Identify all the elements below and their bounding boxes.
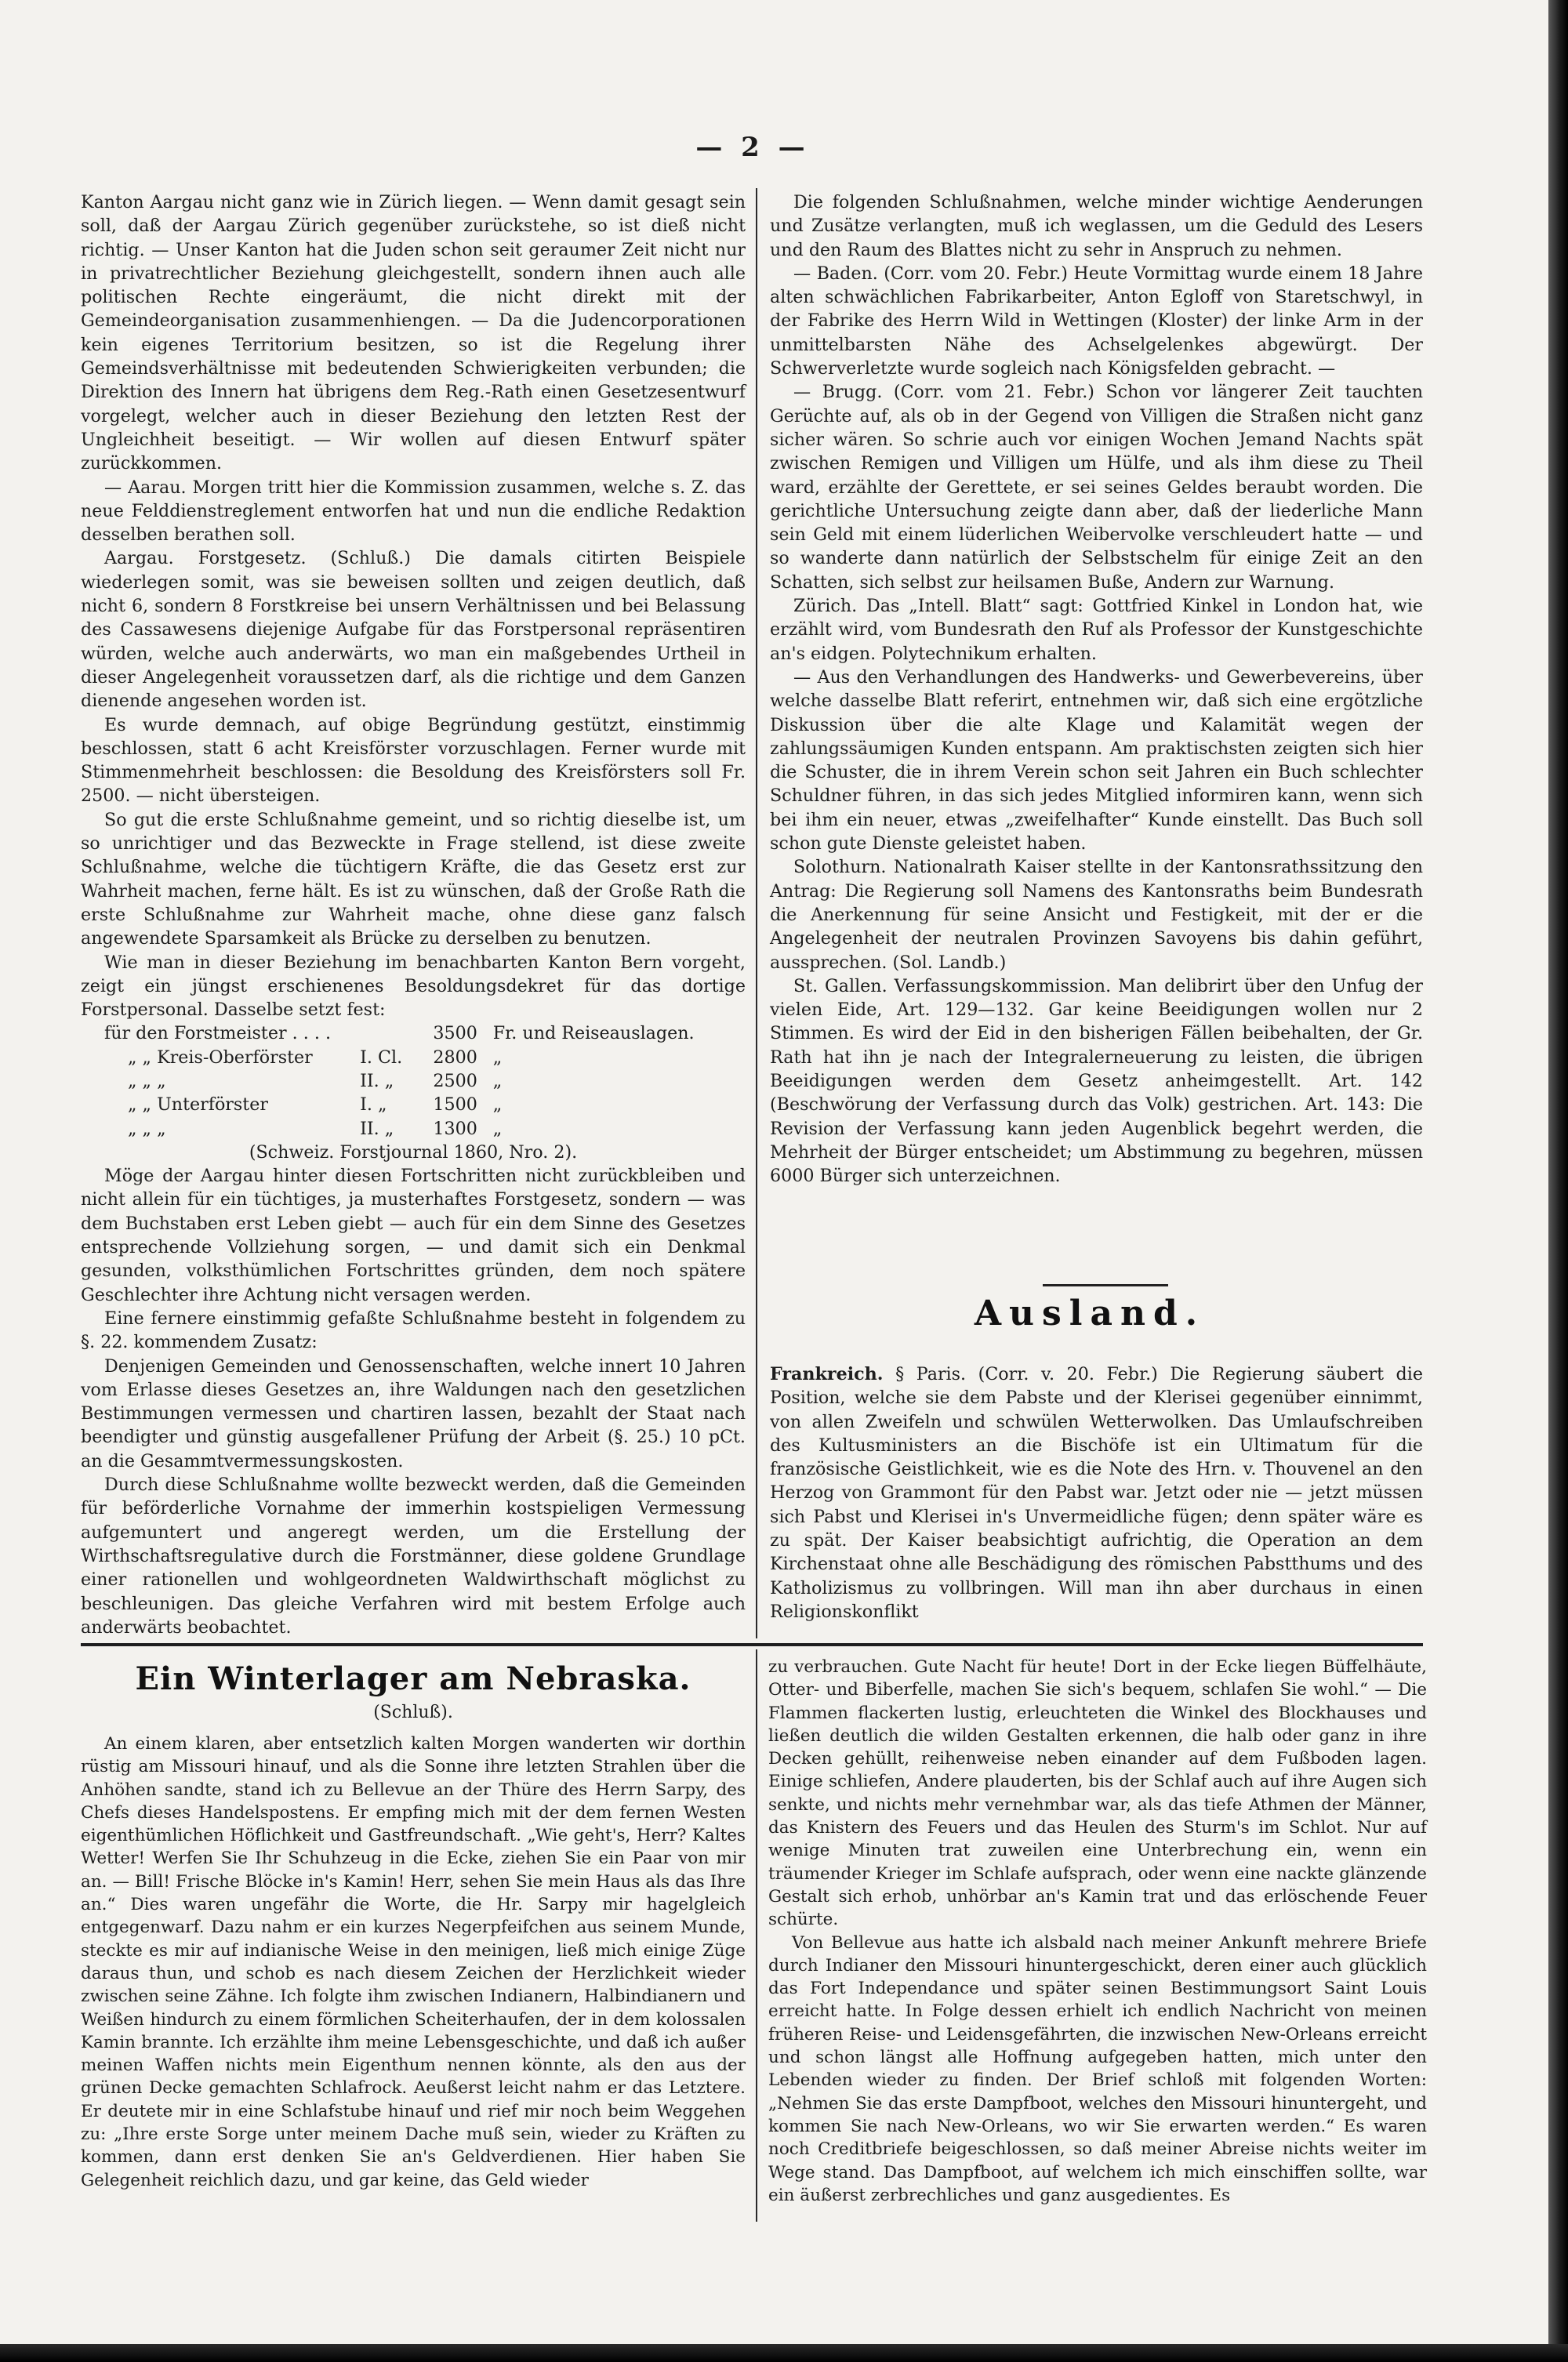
salary-source: (Schweiz. Forstjournal 1860, Nro. 2). bbox=[249, 1141, 578, 1163]
salary-table bbox=[81, 1021, 746, 1140]
article-paragraph: Die folgenden Schlußnahmen, welche minder wichtige Aenderungen und Zusätze verlangten, muß ich weglassen, um die Geduld des Lesers und den Raum des Blattes nicht zu sehr in Anspruch zu nehmen. bbox=[770, 192, 1423, 260]
page-binding-edge bbox=[1548, 0, 1568, 2362]
article-paragraph: Eine fernere einstimmig gefaßte Schlußnahme besteht in folgendem zu §. 22. kommendem Zusatz: bbox=[81, 1308, 746, 1353]
feuilleton-left-column bbox=[81, 1732, 746, 2192]
feuilleton-paragraph: Von Bellevue aus hatte ich alsbald nach meiner Ankunft mehrere Briefe durch Indianer den Missouri hinuntergeschickt, deren einer auch glücklich das Fort Independance und später seinen Bestimmungsort Saint Louis erreicht hatte. In Folge dessen erhielt ich endlich Nachricht von meinen früheren Reise- und Leidensgefährten, die inzwischen New-Orleans erreicht und schon längst alle Hoffnung aufgegeben hatten, mich unter den Lebenden wieder zu finden. Der Brief schloß mit folgenden Worten: „Nehmen Sie das erste Dampfboot, welches den Missouri hinuntergeht, und kommen Sie nach New-Orleans, wo wir Sie erwarten werden.“ Es waren noch Creditbriefe beigeschlossen, so daß meiner Abreise nichts weiter im Wege stand. Das Dampfboot, auf welchem ich mich einschiffen sollte, war ein äußerst zerbrechliches und ganz ausgedientes. Es bbox=[768, 1932, 1427, 2205]
article-paragraph: Zürich. Das „Intell. Blatt“ sagt: Gottfried Kinkel in London hat, wie erzählt wird, vom Bundesrath den Ruf als Professor der Kunstgeschichte an's eidgen. Polytechnikum erhalten. bbox=[770, 596, 1423, 664]
article-paragraph: Denjenigen Gemeinden und Genossenschaften, welche innert 10 Jahren vom Erlasse dieses Gesetzes an, ihre Waldungen nach den gesetzlichen Bestimmungen vermessen und chartiren lassen, bezahlt der Staat nach beendigter und günstig ausgefallener Prüfung der Arbeit (§. 25.) 10 pCt. an die Gesammtvermessungskosten. bbox=[81, 1355, 746, 1471]
right-column bbox=[770, 190, 1423, 1188]
feuilleton-rule bbox=[81, 1643, 1423, 1646]
article-paragraph: Durch diese Schlußnahme wollte bezweckt werden, daß die Gemeinden für beförderliche Vornahme der immerhin kostspieligen Vermessung aufgemuntert und angeregt werden, um die Erstellung der Wirthschaftsregulative durch die Forstmänner, diese goldene Grundlage einer rationellen und wohlgeordneten Waldwirthschaft möglichst zu beschleunigen. Das gleiche Verfahren wird mit bestem Erfolge auch anderwärts beobachtet. bbox=[81, 1475, 746, 1638]
article-paragraph: So gut die erste Schlußnahme gemeint, und so richtig dieselbe ist, um so unrichtiger und das Bezweckte in Frage stellend, ist diese zweite Schlußnahme, welche die tüchtigern Kräfte, die das Gesetz erst zur Wahrheit machen, ferne hält. Es ist zu wünschen, daß der Große Rath die erste Schlußnahme zur Wahrheit mache, ohne diese ganz falsch angewendete Sparsamkeit als Brücke zu derselben zu benutzen. bbox=[81, 809, 746, 949]
section-rule bbox=[1043, 1284, 1168, 1286]
section-heading-ausland: Ausland. bbox=[974, 1293, 1206, 1333]
article-paragraph: Es wurde demnach, auf obige Begründung gestützt, einstimmig beschlossen, statt 6 acht Kreisförster vorzuschlagen. Ferner wurde mit Stimmenmehrheit beschlossen: die Besoldung des Kreisförsters soll Fr. 2500. — nicht übersteigen. bbox=[81, 714, 746, 807]
feuilleton-right-column bbox=[768, 1656, 1427, 2207]
feuilleton-paragraph: zu verbrauchen. Gute Nacht für heute! Dort in der Ecke liegen Büffelhäute, Otter- und Biberfelle, machen Sie sich's bequem, schlafen Sie wohl.“ — Die Flammen flackerten lustig, erleuchteten die Winkel des Blockhauses und ließen deutlich die wilden Gestalten erkennen, die halb oder ganz in ihre Decken gehüllt, reihenweise neben einander auf dem Fußboden lagen. Einige schliefen, Andere plauderten, bis der Schlaf auch auf ihre Augen sich senkte, und nichts mehr vernehmbar war, als das tiefe Athmen der Männer, das Knistern des Feuers und das Heulen des Sturm's im Schlot. Nur auf wenige Minuten trat zuweilen eine Unterbrechung ein, wenn ein träumender Krieger im Schlafe aufsprach, oder wenn eine nackte glänzende Gestalt sich erhob, unhörbar an's Kamin trat und das erlöschende Feuer schürte. bbox=[768, 1657, 1427, 1930]
page-number: — 2 — bbox=[695, 132, 810, 163]
salary-row: „ „ „ II. „ 2500 „ bbox=[128, 1070, 503, 1091]
scan-bottom-edge bbox=[0, 2344, 1568, 2362]
article-paragraph: — Aarau. Morgen tritt hier die Kommission zusammen, welche s. Z. das neue Felddienstreglement entworfen hat und nun die endliche Redaktion desselben berathen soll. bbox=[81, 477, 746, 546]
salary-row: „ „ „ II. „ 1300 „ bbox=[128, 1118, 503, 1139]
article-paragraph: — Aus den Verhandlungen des Handwerks- und Gewerbevereins, über welche dasselbe Blatt referirt, entnehmen wir, daß sich eine ergötzliche Diskussion über die alte Klage und Kalamität wegen der zahlungssäumigen Kunden entspann. Am praktischsten zeigten sich hier die Schuster, die in ihrem Verein schon seit Jahren ein Buch schlechter Schuldner führen, in das sich jedes Mitglied informiren kann, wenn sich bei ihm ein neuer, etwas „zweifelhafter“ Kunde einstellt. Das Buch soll schon gute Dienste geleistet haben. bbox=[770, 666, 1423, 854]
article-paragraph: Solothurn. Nationalrath Kaiser stellte in der Kantonsrathssitzung den Antrag: Die Regierung soll Namens des Kantonsraths beim Bundesrath die Anerkennung für seine Ansicht und Festigkeit, mit der er die Angelegenheit der neutralen Provinzen Savoyens bis dahin geführt, aussprechen. (Sol. Landb.) bbox=[770, 857, 1423, 973]
salary-row: für den Forstmeister . . . . 3500 Fr. und Reiseauslagen. bbox=[104, 1023, 695, 1044]
frankreich-text: § Paris. (Corr. v. 20. Febr.) Die Regierung säubert die Position, welche sie dem Pabste und der Klerisei gegenüber einnimmt, von allen Zweifeln und schwülen Wetterwolken. Das Umlaufschreiben des Kultusministers an die Bischöfe ist ein Ultimatum für die französische Geistlichkeit, wie es die Note des Hrn. v. Thouvenel an den Herzog von Grammont für den Pabst war. Jetzt oder nie — jetzt müssen sich Pabst und Klerisei in's Unvermeidliche fügen; denn später wäre es zu spät. Der Kaiser beabsichtigt aufrichtig, die Operation an dem Kirchenstaat ohne alle Beschädigung des römischen Pabstthums und des Katholizismus zu vollbringen. Will man ihn aber durchaus in einen Religionskonflikt bbox=[770, 1364, 1423, 1622]
article-paragraph: — Baden. (Corr. vom 20. Febr.) Heute Vormittag wurde einem 18 Jahre alten schwächlichen Fabrikarbeiter, Anton Egloff von Staretschwyl, in der Fabrike des Herrn Wild in Wettingen (Kloster) der linke Arm in der unmittelbarsten Nähe des Achselgelenkes abgewürgt. Der Schwerverletzte wurde sogleich nach Königsfelden gebracht. — bbox=[770, 263, 1423, 379]
frankreich-label: Frankreich. bbox=[770, 1364, 884, 1384]
article-paragraph: Aargau. Forstgesetz. (Schluß.) Die damals citirten Beispiele wiederlegen somit, was sie beweisen sollten und zeigen deutlich, daß nicht 6, sondern 8 Forstkreise bei unsern Verhältnissen und bei Belassung des Cassawesens diejenige Aufgabe für das Forstpersonal repräsentiren würden, welche auch anderwärts, wo man ein maßgebendes Urtheil in dieser Angelegenheit voraussetzen darf, als die richtige und dem Ganzen dienende angesehen worden ist. bbox=[81, 548, 746, 712]
salary-row: „ „ Kreis-Oberförster I. Cl. 2800 „ bbox=[128, 1047, 503, 1068]
article-paragraph: Kanton Aargau nicht ganz wie in Zürich liegen. — Wenn damit gesagt sein soll, daß der Aargau Zürich gegenüber zurückstehe, so ist dieß nicht richtig. — Unser Kanton hat die Juden schon seit geraumer Zeit nicht nur in privatrechtlicher Beziehung gleichgestellt, sondern ihnen auch alle politischen Rechte eingeräumt, die nicht direkt mit der Gemeindeorganisation zusammenhiengen. — Da die Judencorporationen kein eigenes Territorium besitzen, so ist die Regelung ihrer Gemeindsverhältnisse mit bedeutenden Schwierigkeiten verbunden; die Direktion des Innern hat übrigens dem Reg.-Rath einen Gesetzesentwurf vorgelegt, welcher auch in dieser Beziehung den letzten Rest der Ungleichheit beseitigt. — Wir wollen auf diesen Entwurf später zurückkommen. bbox=[81, 192, 746, 474]
salary-row: „ „ Unterförster I. „ 1500 „ bbox=[128, 1094, 503, 1116]
left-column bbox=[81, 190, 746, 1639]
article-paragraph: St. Gallen. Verfassungskommission. Man delibrirt über den Unfug der vielen Eide, Art. 129—132. Gar keine Beeidigungen wollen nur 2 Stimmen. Es wird der Eid in den bisherigen Fällen beibehalten, der Gr. Rath hat ihn je nach der Integralerneuerung zu leisten, die übrigen Beeidigungen werden dem Gesetz anheimgestellt. Art. 142 (Beschwörung der Verfassung durch das Volk) gestrichen. Art. 143: Die Revision der Verfassung kann jeden Augenblick begehrt werden, die Mehrheit der Bürger entscheidet; um Abstimmung zu begehren, müssen 6000 Bürger sich unterzeichnen. bbox=[770, 975, 1423, 1187]
column-divider bbox=[756, 188, 757, 1638]
feuilleton-divider bbox=[756, 1649, 757, 2222]
feuilleton-paragraph: An einem klaren, aber entsetzlich kalten Morgen wanderten wir dorthin rüstig am Missouri hinauf, und als die Sonne ihre letzten Strahlen über die Anhöhen sandte, stand ich zu Bellevue an der Thüre des Herrn Sarpy, des Chefs dieses Handelspostens. Er empfing mich mit der dem fernen Westen eigenthümlichen Höflichkeit und Gastfreundschaft. „Wie geht's, Herr? Kaltes Wetter! Werfen Sie Ihr Schuhzeug in die Ecke, ziehen Sie ein Paar von mir an. — Bill! Frische Blöcke in's Kamin! Herr, sehen Sie mein Haus als das Ihre an.“ Dies waren ungefähr die Worte, die Hr. Sarpy mir hagelgleich entgegenwarf. Dazu nahm er ein kurzes Negerpfeifchen aus seinem Munde, steckte es mir auf indianische Weise in den meinigen, ließ mich einige Züge daraus thun, und schob es nach diesem Zeichen der Herzlichkeit wieder zwischen seine Zähne. Ich folgte ihm zwischen Indianern, Halbindianern und Weißen hindurch zu einem förmlichen Scheiterhaufen, der in dem kolossalen Kamin brannte. Ich erzählte ihm meine Lebensgeschichte, und daß ich außer meinen Waffen nichts mein Eigenthum nennen könnte, als den aus der grünen Decke gemachten Schlafrock. Aeußerst leicht nahm er das Letztere. Er deutete mir in eine Schlafstube hinauf und rief mir noch beim Weggehen zu: „Ihre erste Sorge unter meinem Dache muß sein, wieder zu Kräften zu kommen, dann erst denken Sie an's Geldverdienen. Hier haben Sie Gelegenheit reichlich dazu, und gar keine, das Geld wieder bbox=[81, 1734, 746, 2190]
article-paragraph: Wie man in dieser Beziehung im benachbarten Kanton Bern vorgeht, zeigt ein jüngst erschienenes Besoldungsdekret für das dortige Forstpersonal. Dasselbe setzt fest: bbox=[81, 952, 746, 1021]
frankreich-article bbox=[770, 1362, 1423, 1624]
feuilleton-title: Ein Winterlager am Nebraska. bbox=[135, 1660, 691, 1697]
feuilleton-subtitle: (Schluß). bbox=[373, 1703, 453, 1722]
article-paragraph: Möge der Aargau hinter diesen Fortschritten nicht zurückbleiben und nicht allein für ein tüchtiges, ja musterhaftes Forstgesetz, sondern — was dem Buchstaben erst Leben giebt — auch für ein dem Sinne des Gesetzes entsprechende Vollziehung sorgen, — und damit sich ein Denkmal gesunden, volksthümlichen Fortschrittes gründen, dem noch spätere Geschlechter ihre Achtung nicht versagen werden. bbox=[81, 1166, 746, 1305]
article-paragraph: — Brugg. (Corr. vom 21. Febr.) Schon vor längerer Zeit tauchten Gerüchte auf, als ob in der Gegend von Villigen die Straßen nicht ganz sicher wären. So schrie auch vor einigen Wochen Jemand Nachts spät zwischen Remigen und Villigen um Hülfe, und als ihm diese zu Theil ward, erzählte der Gerettete, er sei seines Geldes beraubt worden. Die gerichtliche Untersuchung zeigte dann aber, daß der liederliche Mann sein Geld mit einem lüderlichen Weibervolke verschleudert hatte — und so wanderte dann natürlich der Selbstschelm für einige Zeit an den Schatten, sich selbst zur heilsamen Buße, Andern zur Warnung. bbox=[770, 382, 1423, 593]
